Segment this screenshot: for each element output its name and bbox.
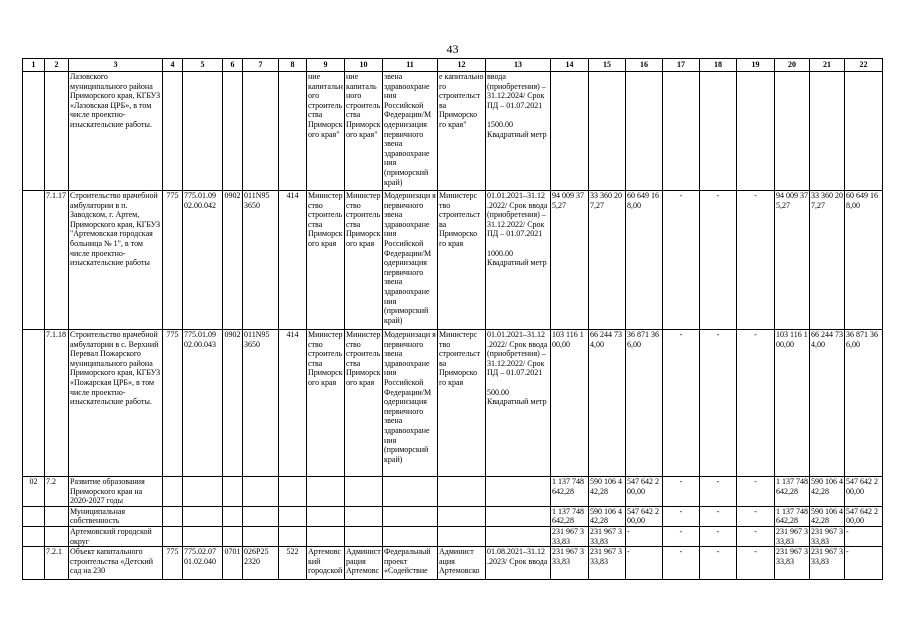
table-cell bbox=[845, 72, 883, 191]
page-number: 43 bbox=[446, 42, 459, 56]
table-cell bbox=[45, 506, 69, 526]
table-cell bbox=[737, 72, 775, 191]
column-header-14: 14 bbox=[551, 59, 589, 72]
table-cell bbox=[438, 506, 486, 526]
table-cell: - bbox=[700, 477, 737, 507]
table-cell bbox=[345, 477, 383, 507]
table-cell bbox=[223, 506, 243, 526]
table-cell: - bbox=[626, 526, 663, 546]
table-cell: Артемовс кий городской bbox=[307, 547, 345, 580]
table-cell: - bbox=[737, 506, 775, 526]
table-cell: 231 967 3 33,83 bbox=[811, 526, 843, 546]
table-row bbox=[23, 330, 883, 477]
table-cell bbox=[307, 477, 345, 507]
table-cell: 590 106 4 42,28 bbox=[589, 506, 626, 526]
table-cell bbox=[23, 526, 45, 546]
table-cell: 590 106 4 42,28 bbox=[589, 477, 626, 507]
table-cell: - bbox=[845, 526, 883, 546]
table-cell: 414 bbox=[279, 330, 307, 477]
column-header-15: 15 bbox=[589, 59, 626, 72]
table-cell bbox=[163, 477, 183, 507]
table-cell: ние капиталь ного строитель ства Приморск ого края" bbox=[345, 72, 383, 191]
table-cell: 775 bbox=[163, 330, 183, 477]
table-cell: 1 137 748 642,28 bbox=[551, 506, 589, 526]
table-cell bbox=[163, 72, 183, 191]
header-row bbox=[23, 59, 883, 72]
column-header-11: 11 bbox=[383, 59, 438, 72]
table-cell: Министерс тво строительст ва Приморско го края bbox=[438, 330, 486, 477]
table-cell bbox=[23, 506, 45, 526]
table-cell: Объект капитального строительства «Детский сад на 230 bbox=[69, 547, 163, 580]
table-cell: - bbox=[700, 547, 737, 580]
table-cell: - bbox=[663, 477, 700, 507]
column-header-9: 9 bbox=[307, 59, 345, 72]
table-cell bbox=[163, 506, 183, 526]
column-header-13: 13 bbox=[486, 59, 551, 72]
table-cell: Строительство врачебной амбулатории в с. Верхний Перевал Пожарского муниципального района Приморского края, КГБУЗ «Пожарская ЦРБ», в том числе проектно-изыскательские работы. bbox=[69, 330, 163, 477]
column-header-19: 19 bbox=[737, 59, 775, 72]
table-cell: 775 bbox=[163, 191, 183, 330]
column-header-16: 16 bbox=[626, 59, 663, 72]
table-cell: 94 009 37 5,27 bbox=[551, 191, 589, 330]
table-cell bbox=[438, 477, 486, 507]
table-cell bbox=[810, 72, 845, 191]
table-cell: Модернизаци я первичного звена здравоохране ния Российской Федерации/М одернизация первичного звена здравоохране ния (приморский край) bbox=[383, 191, 438, 330]
table-cell bbox=[45, 526, 69, 546]
column-header-1: 1 bbox=[23, 59, 45, 72]
table-body bbox=[23, 72, 883, 580]
table-cell: 01.08.2021–31.12 .2023/ Срок ввода bbox=[486, 547, 551, 580]
table-row bbox=[23, 526, 883, 546]
table-cell: 011N95 3650 bbox=[243, 191, 279, 330]
table-cell bbox=[243, 72, 279, 191]
table-cell: Муниципальная собственность bbox=[69, 506, 163, 526]
table-cell bbox=[183, 506, 223, 526]
table-row bbox=[23, 506, 883, 526]
table-cell bbox=[383, 506, 438, 526]
table-cell: - bbox=[737, 330, 775, 477]
table-cell: 547 642 2 00,00 bbox=[845, 477, 883, 507]
table-cell: Федеральный проект «Содействие bbox=[383, 547, 438, 580]
table-cell: 547 642 2 00,00 bbox=[845, 506, 883, 526]
table-row bbox=[23, 477, 883, 507]
table-cell: - bbox=[845, 547, 883, 580]
table-cell: 026P25 2320 bbox=[243, 547, 279, 580]
table-cell: - bbox=[700, 191, 737, 330]
table-cell: - bbox=[737, 547, 775, 580]
table-cell: 36 871 36 6,00 bbox=[845, 330, 883, 477]
table-cell bbox=[223, 477, 243, 507]
column-header-18: 18 bbox=[700, 59, 737, 72]
column-header-22: 22 bbox=[845, 59, 883, 72]
table-cell: Министер ство строитель ства Приморск ого края bbox=[345, 330, 383, 477]
table-cell bbox=[183, 72, 223, 191]
table-cell bbox=[279, 506, 307, 526]
table-cell: Министер ство строитель ства Приморск ого края bbox=[307, 330, 345, 477]
table-cell: Развитие образования Приморского края на 2020-2027 годы bbox=[69, 477, 163, 507]
table-cell: Админист ация Артемовско bbox=[438, 547, 486, 580]
table-cell: 7.2 bbox=[45, 477, 69, 507]
column-header-12: 12 bbox=[438, 59, 486, 72]
column-header-10: 10 bbox=[345, 59, 383, 72]
table-cell: Админист рация Артемовс bbox=[345, 547, 383, 580]
table-cell bbox=[279, 526, 307, 546]
table-cell: 590 106 4 42,28 bbox=[810, 477, 845, 507]
table-cell bbox=[223, 72, 243, 191]
table-cell: 775 bbox=[163, 547, 183, 580]
table-cell: - bbox=[663, 330, 700, 477]
table-cell: 231 967 3 33,83 bbox=[776, 526, 808, 546]
table-cell bbox=[183, 477, 223, 507]
column-header-2: 2 bbox=[45, 59, 69, 72]
column-header-6: 6 bbox=[223, 59, 243, 72]
table-cell bbox=[775, 72, 810, 191]
table-cell: 60 649 16 8,00 bbox=[626, 191, 663, 330]
table-cell bbox=[626, 72, 663, 191]
table-cell: 94 009 37 5,27 bbox=[775, 191, 810, 330]
table-cell bbox=[345, 506, 383, 526]
table-cell bbox=[307, 526, 345, 546]
table-cell: - bbox=[626, 547, 663, 580]
table-cell bbox=[23, 191, 45, 330]
table-cell bbox=[23, 547, 45, 580]
column-header-8: 8 bbox=[279, 59, 307, 72]
table-cell: Министер ство строитель ства Приморск ого края bbox=[307, 191, 345, 330]
table-cell: 103 116 1 00,00 bbox=[775, 330, 810, 477]
table-cell: 231 967 3 33,83 bbox=[551, 526, 589, 546]
table-cell: 7.1.17 bbox=[45, 191, 69, 330]
table-cell: 522 bbox=[279, 547, 307, 580]
table-cell: ние капитальн ого строитель ства Приморск ого края" bbox=[307, 72, 345, 191]
table-cell bbox=[589, 72, 626, 191]
column-header-20: 20 bbox=[775, 59, 810, 72]
table-cell: 231 967 3 33,83 bbox=[810, 547, 845, 580]
table-cell: 775.01.09 02.00.043 bbox=[183, 330, 223, 477]
table-cell bbox=[486, 506, 551, 526]
table-cell bbox=[243, 506, 279, 526]
table-cell: 590 106 4 42,28 bbox=[811, 506, 843, 526]
table-cell: 36 871 36 6,00 bbox=[626, 330, 663, 477]
table-cell bbox=[183, 526, 223, 546]
table-cell bbox=[223, 526, 243, 546]
column-header-17: 17 bbox=[663, 59, 700, 72]
table-cell: 01.01.2021–31.12 .2022/ Срок ввода (приобретения) – 31.12.2022/ Срок ПД – 01.07.2021 1000.00 Квадратный метр bbox=[486, 191, 551, 330]
table-cell: Артемовский городской округ bbox=[69, 526, 163, 546]
table-cell: - bbox=[700, 330, 737, 477]
table-cell bbox=[45, 72, 69, 191]
table-row bbox=[23, 547, 883, 580]
table-cell: 547 642 2 00,00 bbox=[626, 477, 663, 507]
column-header-21: 21 bbox=[810, 59, 845, 72]
table-cell: 0902 bbox=[223, 191, 243, 330]
table-cell bbox=[700, 72, 737, 191]
table-cell: 775.01.09 02.00.042 bbox=[183, 191, 223, 330]
table-cell: 231 967 3 33,83 bbox=[775, 547, 810, 580]
table-cell: 01.01.2021–31.12 .2022/ Срок ввода (приобретения) – 31.12.2022/ Срок ПД – 01.07.2021 500.00 Квадратный метр bbox=[486, 330, 551, 477]
table-cell bbox=[243, 526, 279, 546]
table-row bbox=[23, 72, 883, 191]
table-cell: Министер ство строитель ства Приморск ого края bbox=[345, 191, 383, 330]
table-cell: 7.1.18 bbox=[45, 330, 69, 477]
table-cell: 231 967 3 33,83 bbox=[589, 547, 626, 580]
table-cell: 33 360 20 7,27 bbox=[810, 191, 845, 330]
table-cell: 231 967 3 33,83 bbox=[551, 547, 589, 580]
column-header-4: 4 bbox=[163, 59, 183, 72]
table-cell bbox=[551, 72, 589, 191]
table-cell: Министерс тво строительст ва Приморско го края bbox=[438, 191, 486, 330]
table-cell: 0902 bbox=[223, 330, 243, 477]
table-cell: 011N95 3650 bbox=[243, 330, 279, 477]
table-cell: - bbox=[737, 477, 775, 507]
table-cell: 103 116 1 00,00 bbox=[551, 330, 589, 477]
table-cell bbox=[486, 526, 551, 546]
data-table bbox=[22, 58, 883, 580]
table-cell: - bbox=[737, 191, 775, 330]
table-cell bbox=[243, 477, 279, 507]
table-cell: Модернизаци я первичного звена здравоохране ния Российской Федерации/М одернизация первичного звена здравоохране ния (приморский край) bbox=[383, 330, 438, 477]
table-cell: 547 642 2 00,00 bbox=[626, 506, 663, 526]
table-cell bbox=[345, 526, 383, 546]
table-cell: 66 244 73 4,00 bbox=[810, 330, 845, 477]
table-cell: - bbox=[663, 526, 700, 546]
table-cell bbox=[383, 477, 438, 507]
table-cell: - bbox=[700, 526, 737, 546]
table-cell: 775.02.07 01.02.040 bbox=[183, 547, 223, 580]
table-cell: 1 137 748 642,28 bbox=[776, 506, 808, 526]
table-cell: - bbox=[663, 191, 700, 330]
column-header-3: 3 bbox=[69, 59, 163, 72]
column-header-7: 7 bbox=[243, 59, 279, 72]
table-cell: 414 bbox=[279, 191, 307, 330]
table-cell bbox=[23, 330, 45, 477]
table-cell: 66 244 73 4,00 bbox=[589, 330, 626, 477]
table-cell bbox=[279, 477, 307, 507]
table-cell bbox=[663, 72, 700, 191]
table-cell: - bbox=[700, 506, 737, 526]
table-cell: Лазовского муниципального района Приморского края, КГБУЗ «Лазовская ЦРБ», в том числе проектно-изыскательские работы. bbox=[69, 72, 163, 191]
table-cell bbox=[307, 506, 345, 526]
table-cell: Строительство врачебной амбулатории в п. Заводском, г. Артем, Приморского края, КГБУЗ "Артемовская городская больница № 1", в том числе проектно-изыскательские работы bbox=[69, 191, 163, 330]
table-cell: - bbox=[663, 506, 700, 526]
table-cell: ввода (приобретения) – 31.12.2024/ Срок ПД – 01.07.2021 1500.00 Квадратный метр bbox=[486, 72, 551, 191]
table-cell bbox=[486, 477, 551, 507]
table-cell bbox=[279, 72, 307, 191]
table-cell: - bbox=[663, 547, 700, 580]
table-cell: 0701 bbox=[223, 547, 243, 580]
table-cell: 02 bbox=[23, 477, 45, 507]
table-cell: 7.2.1 bbox=[45, 547, 69, 580]
table-cell: 231 967 3 33,83 bbox=[589, 526, 626, 546]
table-row bbox=[23, 191, 883, 330]
table-cell bbox=[23, 72, 45, 191]
table-cell bbox=[383, 526, 438, 546]
table-cell: 1 137 748 642,28 bbox=[551, 477, 589, 507]
table-cell: - bbox=[737, 526, 775, 546]
table-cell: 60 649 16 8,00 bbox=[845, 191, 883, 330]
table-cell bbox=[163, 526, 183, 546]
table-cell: 1 137 748 642,28 bbox=[775, 477, 810, 507]
table-cell bbox=[438, 526, 486, 546]
table-cell: звена здравоохране ния Российской Федерации/М одернизация первичного звена здравоохране ния (приморский край) bbox=[383, 72, 438, 191]
column-header-5: 5 bbox=[183, 59, 223, 72]
table-cell: 33 360 20 7,27 bbox=[589, 191, 626, 330]
table-cell: е капитально го строительст ва Приморско го края" bbox=[438, 72, 486, 191]
